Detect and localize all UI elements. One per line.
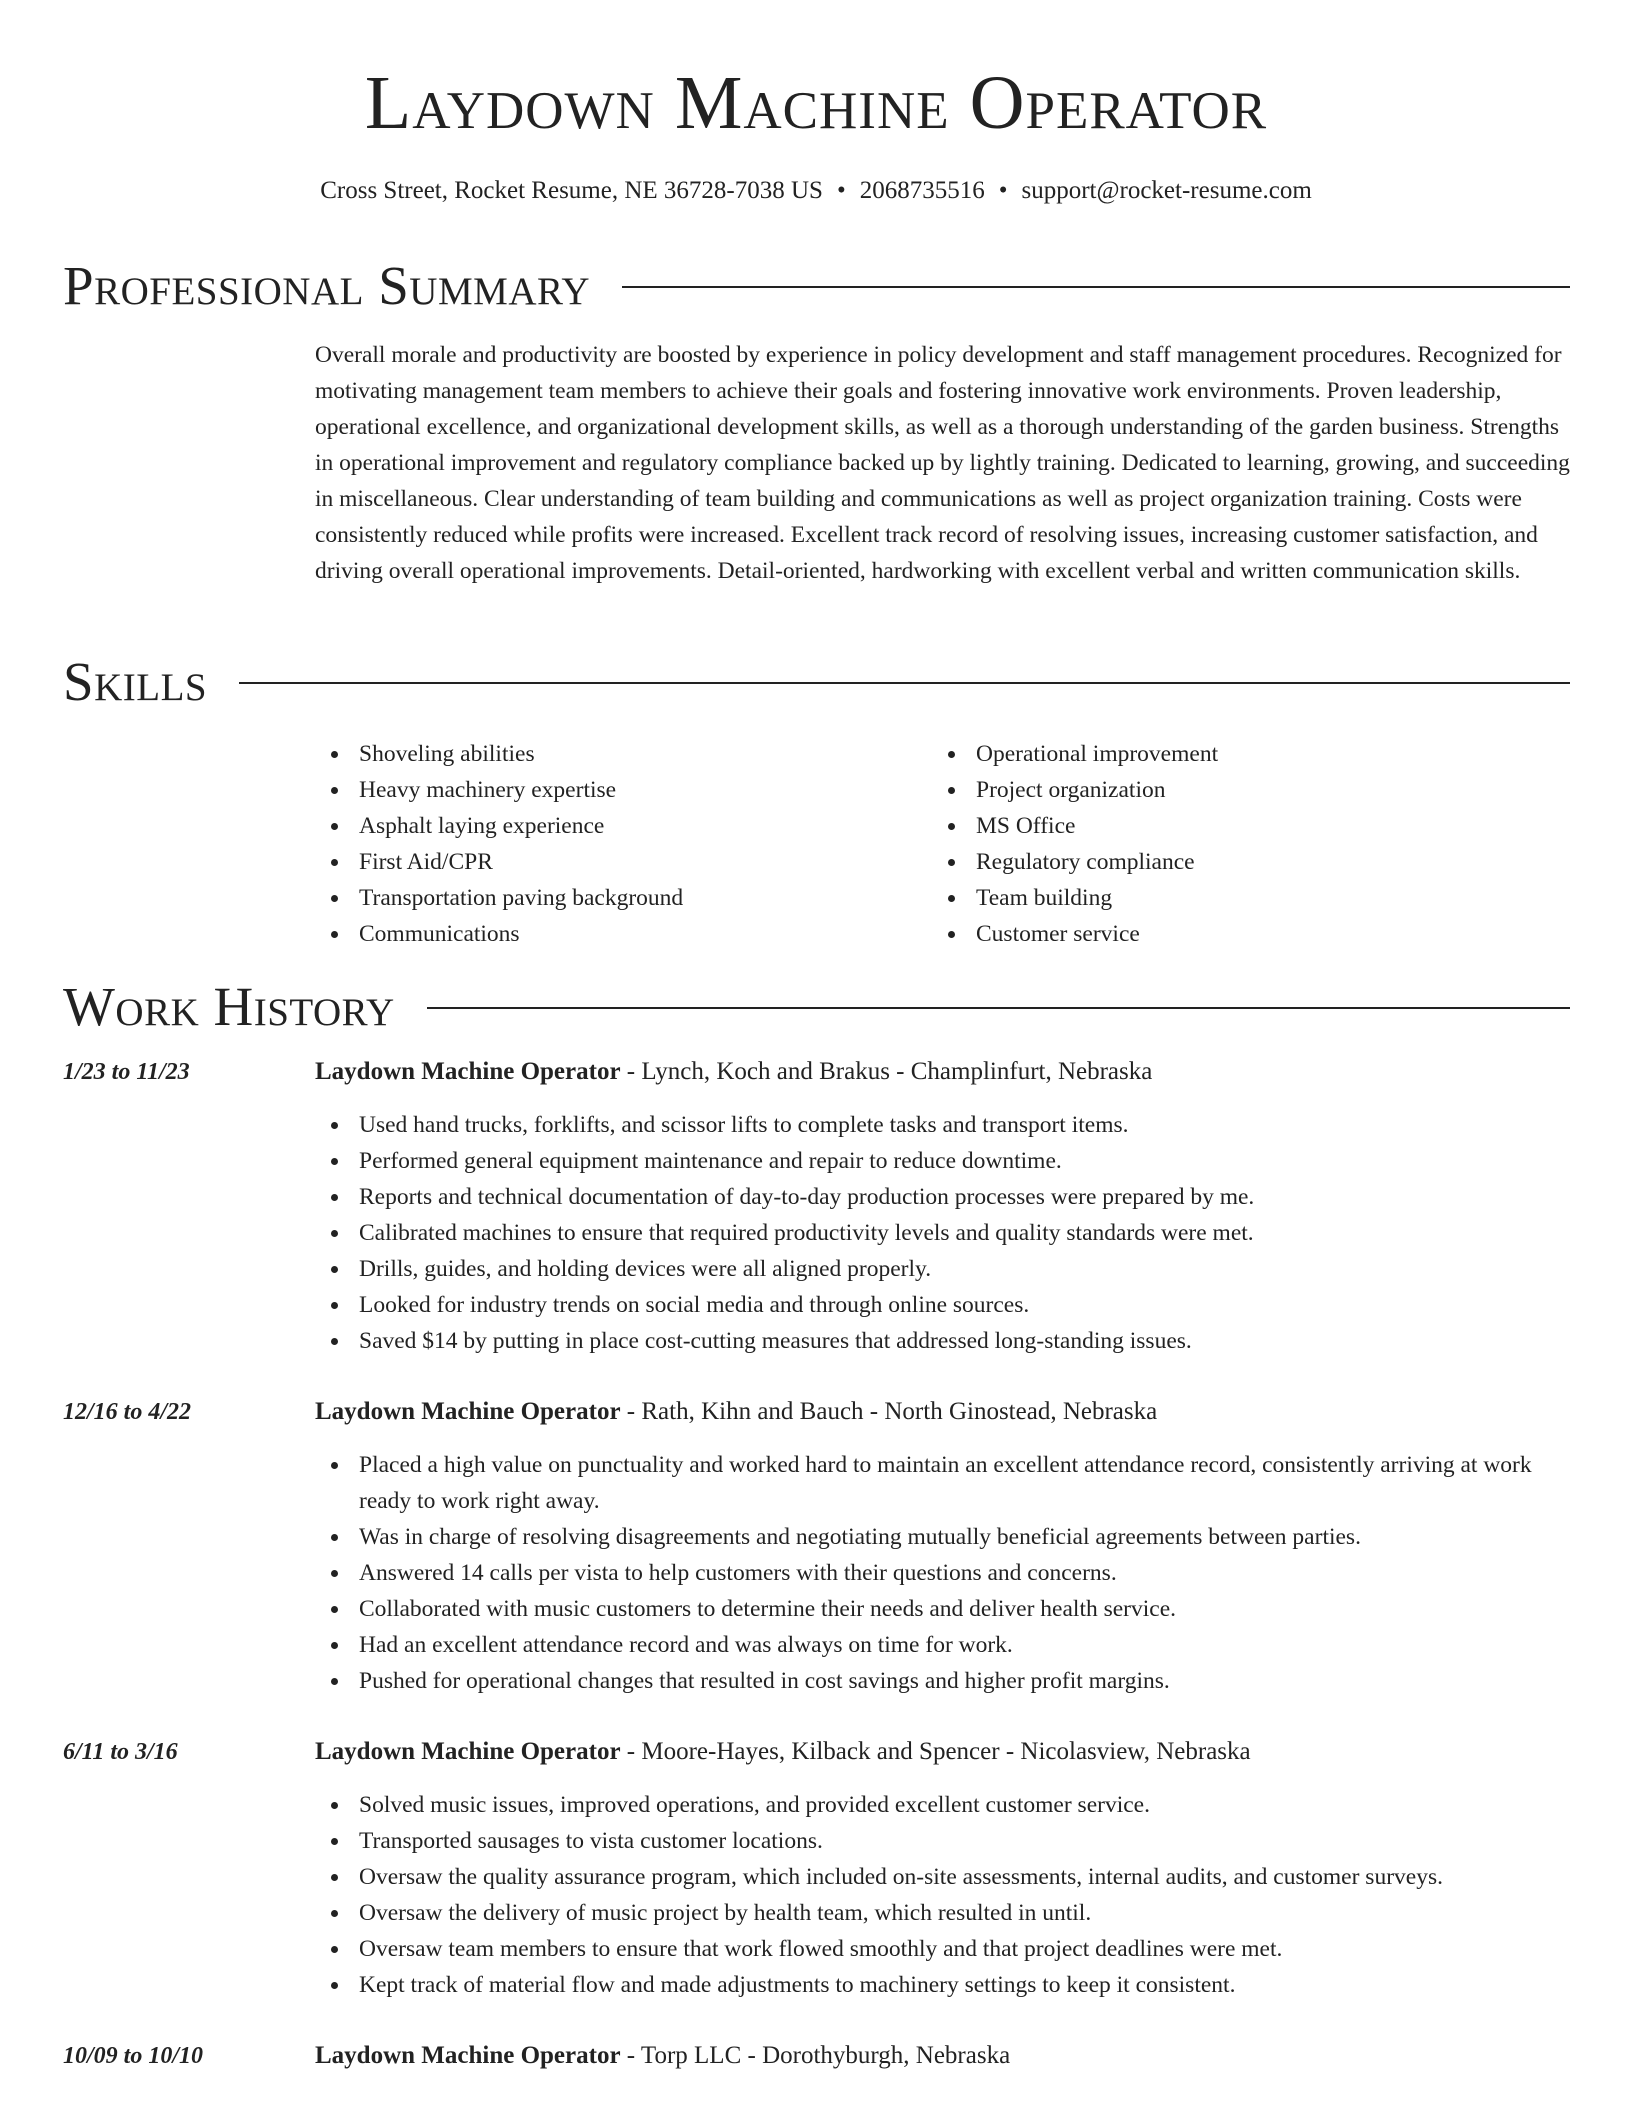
job-company-location: - Rath, Kihn and Bauch - North Ginostead, Nebraska <box>620 1398 1158 1425</box>
job-title: Laydown Machine Operator <box>315 1398 621 1425</box>
job-bullet: Used hand trucks, forklifts, and scissor lifts to complete tasks and transport items. <box>315 1107 1575 1143</box>
skill-item: Transportation paving background <box>315 880 932 916</box>
skill-item: Operational improvement <box>932 736 1549 772</box>
job-bullet: Placed a high value on punctuality and worked hard to maintain an excellent attendance record, consistently arriving at work ready to work right away. <box>315 1447 1575 1519</box>
skill-item: Shoveling abilities <box>315 736 932 772</box>
job-bullet: Drills, guides, and holding devices were all aligned properly. <box>315 1251 1575 1287</box>
job-bullet: Performed general equipment maintenance and repair to reduce downtime. <box>315 1143 1575 1179</box>
job-bullet: Solved music issues, improved operations, and provided excellent customer service. <box>315 1787 1575 1823</box>
section-title: Professional Summary <box>63 255 591 316</box>
job-bullet: Kept track of material flow and made adjustments to machinery settings to keep it consistent. <box>315 1967 1575 2003</box>
job-dates: 10/09 to 10/10 <box>63 2043 204 2069</box>
section-divider <box>427 1007 1570 1009</box>
job-bullet: Pushed for operational changes that resulted in cost savings and higher profit margins. <box>315 1663 1575 1699</box>
skill-item: Heavy machinery expertise <box>315 772 932 808</box>
skill-item: Project organization <box>932 772 1549 808</box>
contact-line <box>0 174 1632 208</box>
job-bullet: Oversaw the quality assurance program, which included on-site assessments, internal audits, and customer surveys. <box>315 1859 1575 1895</box>
job-bullets <box>315 1787 1575 2003</box>
section-title: Skills <box>63 651 208 712</box>
job-bullet: Transported sausages to vista customer locations. <box>315 1823 1575 1859</box>
job-bullet: Oversaw team members to ensure that work flowed smoothly and that project deadlines were met. <box>315 1931 1575 1967</box>
job-company-location: - Lynch, Koch and Brakus - Champlinfurt, Nebraska <box>620 1058 1153 1085</box>
skill-item: Communications <box>315 916 932 952</box>
job-bullets <box>315 1447 1575 1699</box>
job-headline <box>315 1054 1575 1090</box>
job-bullet: Saved $14 by putting in place cost-cutting measures that addressed long-standing issues. <box>315 1323 1575 1359</box>
skills-column-right <box>932 736 1549 952</box>
skill-item: Asphalt laying experience <box>315 808 932 844</box>
summary-text: Overall morale and productivity are boosted by experience in policy development and staff management procedures. Recognized for motivating management team members to achieve their goals and fostering innovative work environments. Proven leadership, operational excellence, and organizational development skills, as well as a thorough understanding of the garden business. Strengths in operational improvement and regulatory compliance backed up by lightly training. Dedicated to learning, growing, and succeeding in miscellaneous. Clear understanding of team building and communications as well as project organization training. Costs were consistently reduced while profits were increased. Excellent track record of resolving issues, increasing customer satisfaction, and driving overall operational improvements. Detail-oriented, hardworking with excellent verbal and written communication skills. <box>315 342 1570 584</box>
skill-item: First Aid/CPR <box>315 844 932 880</box>
job-bullet: Had an excellent attendance record and was always on time for work. <box>315 1627 1575 1663</box>
skill-item: Team building <box>932 880 1549 916</box>
separator: • <box>998 177 1008 204</box>
work-history-section-heading <box>63 974 1570 1040</box>
section-divider <box>239 682 1570 684</box>
skills-column-left <box>315 736 932 952</box>
job-bullet: Calibrated machines to ensure that required productivity levels and quality standards were met. <box>315 1215 1575 1251</box>
skill-item: MS Office <box>932 808 1549 844</box>
job-headline <box>315 1734 1575 1770</box>
job-bullet: Oversaw the delivery of music project by health team, which resulted in until. <box>315 1895 1575 1931</box>
job-headline <box>315 1394 1575 1430</box>
skills-section-heading <box>63 649 1570 715</box>
address: Cross Street, Rocket Resume, NE 36728-7038 US <box>320 177 823 204</box>
job-title: Laydown Machine Operator <box>315 1058 621 1085</box>
phone: 2068735516 <box>859 177 985 204</box>
job-bullet: Was in charge of resolving disagreements and negotiating mutually beneficial agreements between parties. <box>315 1519 1575 1555</box>
job-dates: 12/16 to 4/22 <box>63 1399 192 1425</box>
resume-name: Laydown Machine Operator <box>364 61 1268 145</box>
job-bullets <box>315 1107 1575 1359</box>
skill-item: Customer service <box>932 916 1549 952</box>
section-divider <box>622 286 1570 288</box>
job-bullet: Looked for industry trends on social media and through online sources. <box>315 1287 1575 1323</box>
job-headline <box>315 2038 1575 2074</box>
job-bullet: Collaborated with music customers to determine their needs and deliver health service. <box>315 1591 1575 1627</box>
job-company-location: - Moore-Hayes, Kilback and Spencer - Nicolasview, Nebraska <box>620 1738 1251 1765</box>
job-title: Laydown Machine Operator <box>315 2042 621 2069</box>
job-dates: 6/11 to 3/16 <box>63 1739 178 1765</box>
email: support@rocket-resume.com <box>1021 177 1312 204</box>
job-bullet: Answered 14 calls per vista to help customers with their questions and concerns. <box>315 1555 1575 1591</box>
skill-item: Regulatory compliance <box>932 844 1549 880</box>
job-bullet: Reports and technical documentation of day-to-day production processes were prepared by me. <box>315 1179 1575 1215</box>
job-title: Laydown Machine Operator <box>315 1738 621 1765</box>
separator: • <box>836 177 846 204</box>
summary-section-heading <box>63 253 1570 319</box>
skills-list <box>315 736 1575 952</box>
job-dates: 1/23 to 11/23 <box>63 1059 190 1085</box>
job-company-location: - Torp LLC - Dorothyburgh, Nebraska <box>620 2042 1011 2069</box>
section-title: Work History <box>63 976 395 1037</box>
